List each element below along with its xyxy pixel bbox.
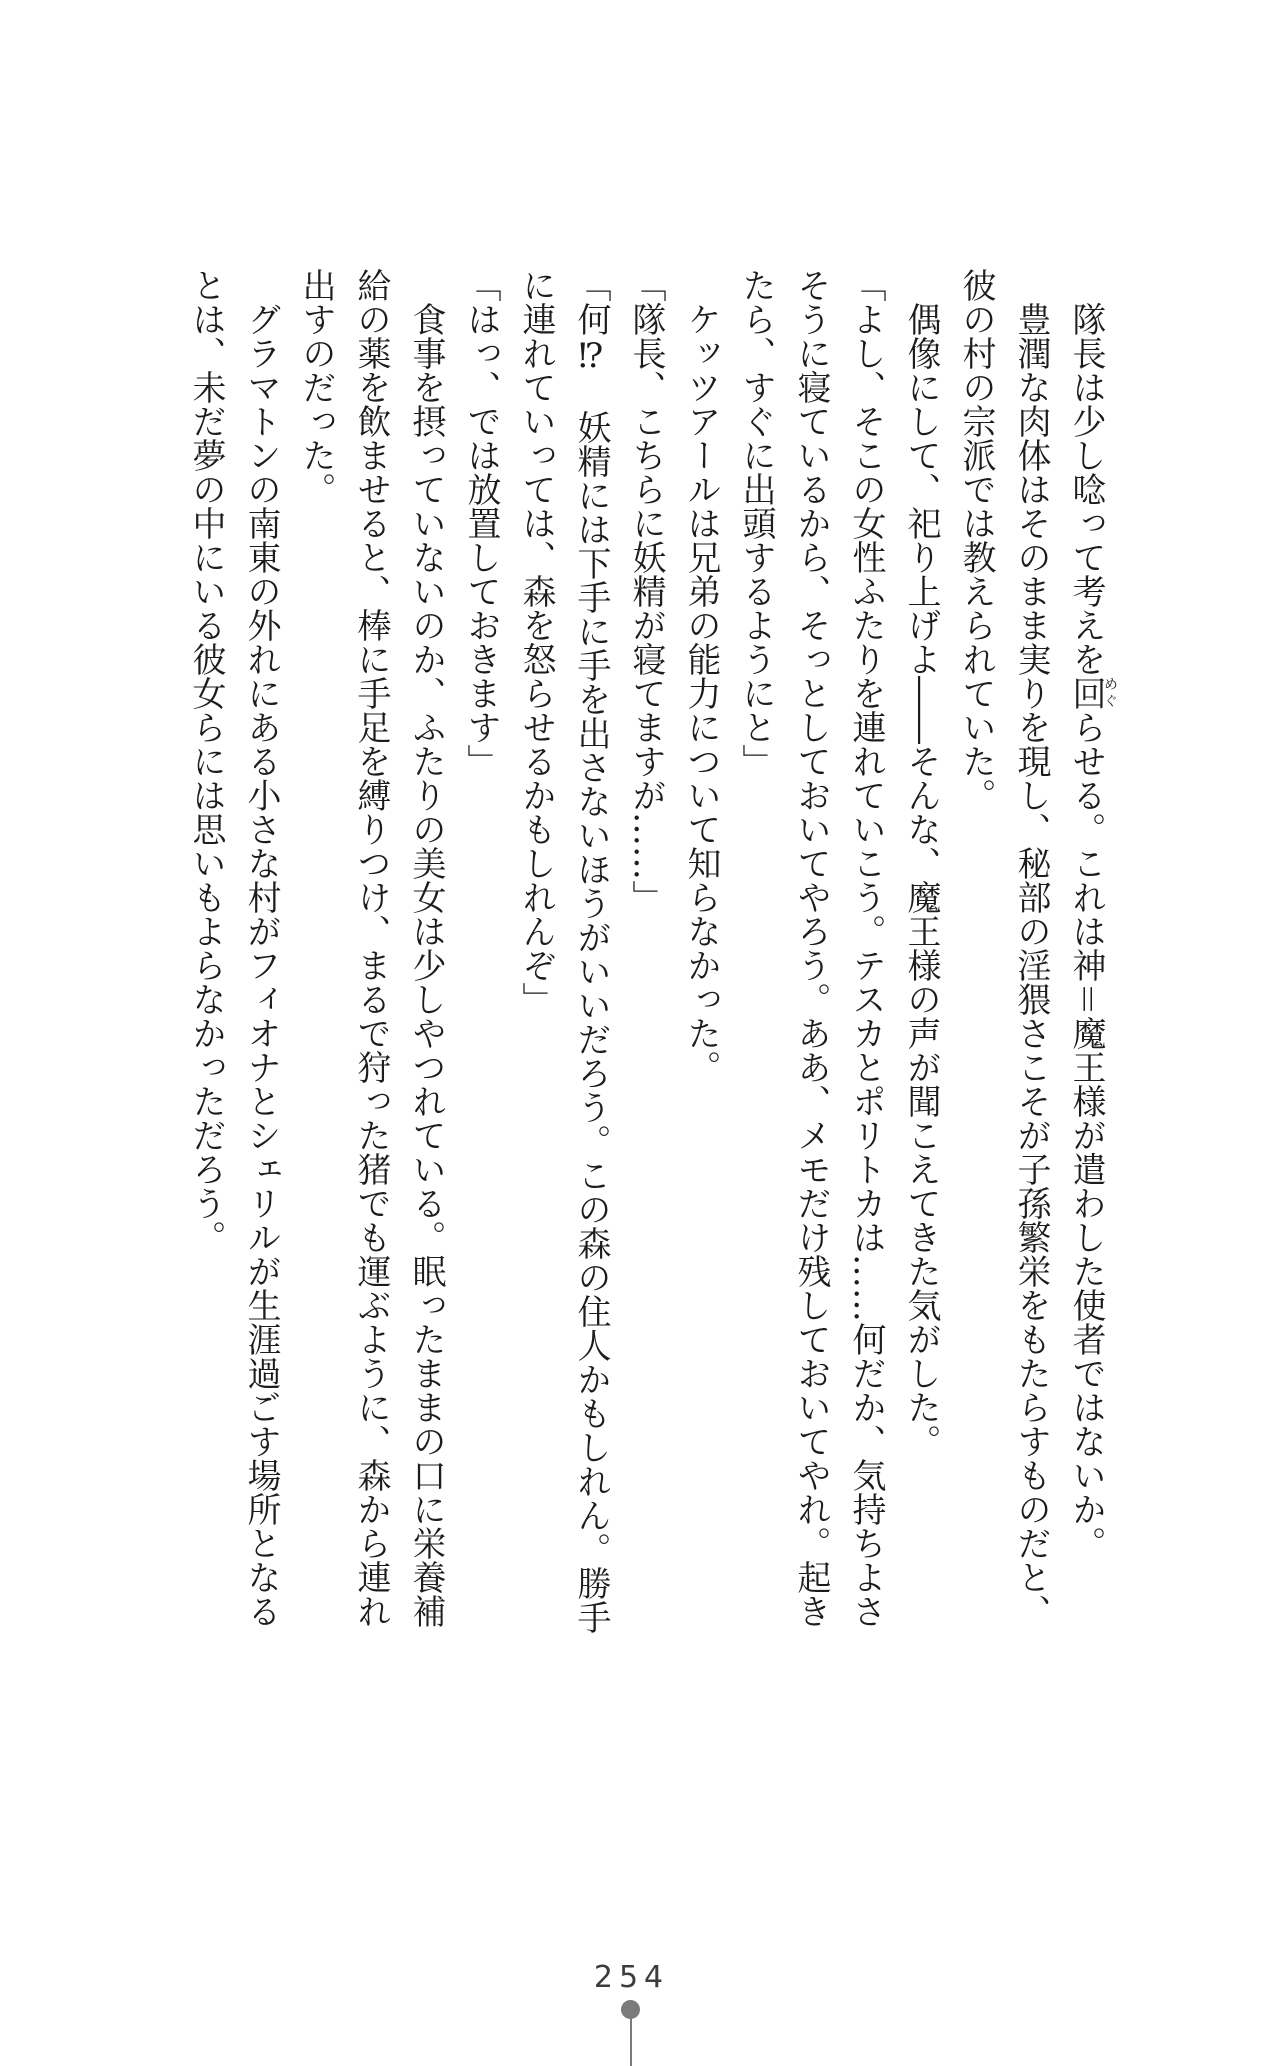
text-line-10: 「何⁉ 妖精には下手に手を出さないほうがいいだろう。この森の住人かもしれん。勝手 [571,268,611,1634]
text-line-1 [1058,268,1117,1636]
text-line-15: 出すのだった。 [296,268,336,506]
text-line-2: 豊潤な肉体はそのまま実りを現し、秘部の淫猥さこそが子孫繁栄をもたらすものだと、 [1011,302,1051,1628]
page-footer-line [630,2016,632,2066]
text-line-11: に連れていっては、森を怒らせるかもしれんぞ」 [516,268,556,1016]
furigana: めぐ [1102,676,1118,710]
page-number: 254 [593,1960,670,1995]
text-line-3: 彼の村の宗派では教えられていた。 [956,268,996,812]
text-line-8: ケッツアールは兄弟の能力について知らなかった。 [681,302,721,1084]
text-line-14: 給の薬を飲ませると、棒に手足を縛りつけ、まるで狩った猪でも運ぶように、森から連れ [351,268,391,1628]
ruby-base: 回 [1066,676,1106,710]
text-line-13: 食事を摂っていないのか、ふたりの美女は少しやつれている。眠ったままの口に栄養補 [406,302,446,1628]
text-line-17: とは、未だ夢の中にいる彼女らには思いもよらなかっただろう。 [186,268,226,1254]
vertical-text-block [178,268,1117,1636]
text-line-12: 「はっ、では放置しておきます」 [461,268,501,778]
text-line-4: 偶像にして、祀り上げよ――そんな、魔王様の声が聞こえてきた気がした。 [901,302,941,1458]
text-line-1-post: らせる。これは神＝魔王様が遣わした使者ではないか。 [1066,710,1106,1560]
text-line-1-pre: 隊長は少し唸って考えを [1066,302,1106,676]
text-line-9: 「隊長、こちらに妖精が寝てますが……」 [626,268,666,914]
ruby-annotated-word [1066,676,1118,710]
text-line-7: たら、すぐに出頭するようにと」 [736,268,776,778]
text-line-16: グラマトンの南東の外れにある小さな村がフィオナとシェリルが生涯過ごす場所となる [241,302,281,1628]
text-line-6: そうに寝ているから、そっとしておいてやろう。ああ、メモだけ残しておいてやれ。起き [791,268,831,1628]
text-line-5: 「よし、そこの女性ふたりを連れていこう。テスカとポリトカは……何だか、気持ちよさ [846,268,886,1628]
